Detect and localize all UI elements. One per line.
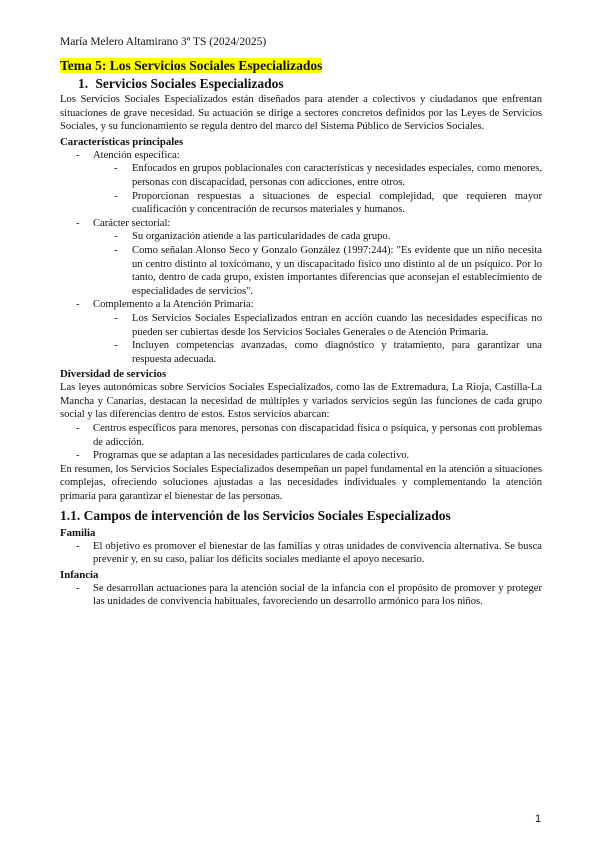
list-item-text: Enfocados en grupos poblacionales con características y necesidades especiales, como menores, personas con discapacidad, personas con adicciones, entre otros. <box>132 163 542 188</box>
diversidad-text: Las leyes autonómicas sobre Servicios Sociales Especializados, como las de Extremadura, La Rioja, Castilla-La Mancha y Canarias, destacan la necesidad de múltiples y variados servicios según las funciones de cada grupo social y las diferencias dentro de estos. Estos servicios abarcan: <box>60 382 542 421</box>
list-item-text: Su organización atiende a las particularidades de cada grupo. <box>132 231 391 243</box>
section-1-number: 1. <box>78 76 89 91</box>
list-item: - Atención específica: - Enfocados en grupos poblacionales con características y necesidades especiales, como menores, personas con discapacidad, personas con adicciones, entre otros. - Proporcionan respuestas a situaciones de especial complejidad, que requieren mayor cualificación y concentración de recursos materiales y humanos. <box>76 149 542 216</box>
section-1-intro: Los Servicios Sociales Especializados están diseñados para atender a colectivos y ciudadanos que enfrentan situaciones de grave necesidad. Su actuación se dirige a sectores concretos definidos por las Leyes de Servicios Sociales, y su funcionamiento se regula dentro del marco del Sistema Público de Servicios Sociales. <box>60 94 542 133</box>
topic-title-highlight: Tema 5: Los Servicios Sociales Especializados <box>60 58 323 73</box>
list-item-text: Como señalan Alonso Seco y Gonzalo González (1997:244): "Es evidente que un niño necesita un centro distinto al toxicómano, y un discapacitado físico uno distinto al de un psíquico. Por lo tanto, dentro de cada grupo, existen importantes diferencias que aconsejan el establecimiento de especialidades de servicios". <box>132 244 542 297</box>
page-number: 1 <box>535 813 542 825</box>
header-author: María Melero Altamirano 3º TS (2024/2025) <box>60 36 267 48</box>
list-item-text: Proporcionan respuestas a situaciones de especial complejidad, que requieren mayor cualificación y concentración de recursos materiales y humanos. <box>132 190 542 216</box>
list-item-text: El objetivo es promover el bienestar de las familias y otras unidades de convivencia alternativa. Se busca prevenir y, en su caso, paliar los déficits sociales mediante el apoyo necesario. <box>93 540 542 566</box>
sublist <box>93 230 542 298</box>
diversidad-list <box>60 422 542 463</box>
page-content <box>60 57 542 609</box>
section-1-1-heading: 1.1. Campos de intervención de los Servicios Sociales Especializados <box>60 507 451 523</box>
section-1-title: Servicios Sociales Especializados <box>95 76 284 91</box>
list-item: - Complemento a la Atención Primaria: - Los Servicios Sociales Especializados entran en acción cuando las necesidades específicas no pueden ser cubiertas desde los Servicios Sociales Generales o de Atención Primaria. - Incluyen competencias avanzadas, como diagnóstico y tratamiento, para garantizar una respuesta adecuada. <box>76 299 542 365</box>
list-item: - Como señalan Alonso Seco y Gonzalo González (1997:244): "Es evidente que un niño necesita un centro distinto al toxicómano, y un discapacitado físico uno distinto al de un psíquico. Por lo tanto, dentro de cada grupo, existen importantes diferencias que aconsejan el establecimiento de especialidades de servicios". <box>114 244 542 297</box>
list-item: - Programas que se adaptan a las necesidades particulares de cada colectivo. <box>76 450 410 462</box>
list-item: - Su organización atiende a las particularidades de cada grupo. <box>114 231 391 243</box>
list-item: - Enfocados en grupos poblacionales con características y necesidades especiales, como menores, personas con discapacidad, personas con adicciones, entre otros. <box>114 163 542 188</box>
caracteristicas-list <box>60 149 542 367</box>
list-item-label: Atención específica: <box>93 149 180 161</box>
diversidad-summary: En resumen, los Servicios Sociales Especializados desempeñan un papel fundamental en la atención a situaciones complejas, ofreciendo soluciones ajustadas a las necesidades individuales y complementando la atención primaria para garantizar el bienestar de las personas. <box>60 463 542 503</box>
diversidad-heading: Diversidad de servicios <box>60 368 167 381</box>
list-item-label: Complemento a la Atención Primaria: <box>93 299 254 311</box>
list-item: - Incluyen competencias avanzadas, como diagnóstico y tratamiento, para garantizar una respuesta adecuada. <box>114 340 542 365</box>
infancia-list <box>60 582 542 609</box>
list-item-text: Incluyen competencias avanzadas, como diagnóstico y tratamiento, para garantizar una respuesta adecuada. <box>132 340 542 365</box>
list-item: - Carácter sectorial: - Su organización atiende a las particularidades de cada grupo. - Como señalan Alonso Seco y Gonzalo González (1997:244): "Es evidente que un niño necesita un centro distinto al toxicómano, y un discapacitado físico uno distinto al de un psíquico. Por lo tanto, dentro de cada grupo, existen importantes diferencias que aconsejan el establecimiento de especialidades de servicios". <box>76 217 542 297</box>
list-item: - El objetivo es promover el bienestar de las familias y otras unidades de convivencia alternativa. Se busca prevenir y, en su caso, paliar los déficits sociales mediante el apoyo necesario. <box>76 540 542 566</box>
list-item-label: Carácter sectorial: <box>93 217 171 229</box>
list-item: - Se desarrollan actuaciones para la atención social de la infancia con el propósito de promover y proteger las unidades de convivencia habituales, favoreciendo un desarrollo armónico para los niños. <box>76 582 542 608</box>
section-1-heading <box>60 75 542 93</box>
list-item-text: Programas que se adaptan a las necesidades particulares de cada colectivo. <box>93 450 410 462</box>
sublist <box>93 312 542 366</box>
infancia-heading: Infancia <box>60 568 99 581</box>
familia-list <box>60 540 542 567</box>
sublist <box>93 162 542 216</box>
list-item-text: Centros específicos para menores, personas con discapacidad física o psíquica, y personas con problemas de adicción. <box>93 423 542 448</box>
list-item: - Centros específicos para menores, personas con discapacidad física o psíquica, y personas con problemas de adicción. <box>76 423 542 448</box>
familia-heading: Familia <box>60 526 96 539</box>
list-item: - Los Servicios Sociales Especializados entran en acción cuando las necesidades específicas no pueden ser cubiertas desde los Servicios Sociales Generales o de Atención Primaria. <box>114 312 542 338</box>
caracteristicas-heading: Características principales <box>60 135 184 148</box>
topic-title <box>60 57 542 74</box>
list-item: - Proporcionan respuestas a situaciones de especial complejidad, que requieren mayor cualificación y concentración de recursos materiales y humanos. <box>114 190 542 216</box>
list-item-text: Los Servicios Sociales Especializados entran en acción cuando las necesidades específicas no pueden ser cubiertas desde los Servicios Sociales Generales o de Atención Primaria. <box>132 312 542 338</box>
list-item-text: Se desarrollan actuaciones para la atención social de la infancia con el propósito de promover y proteger las unidades de convivencia habituales, favoreciendo un desarrollo armónico para los niños. <box>93 582 542 608</box>
